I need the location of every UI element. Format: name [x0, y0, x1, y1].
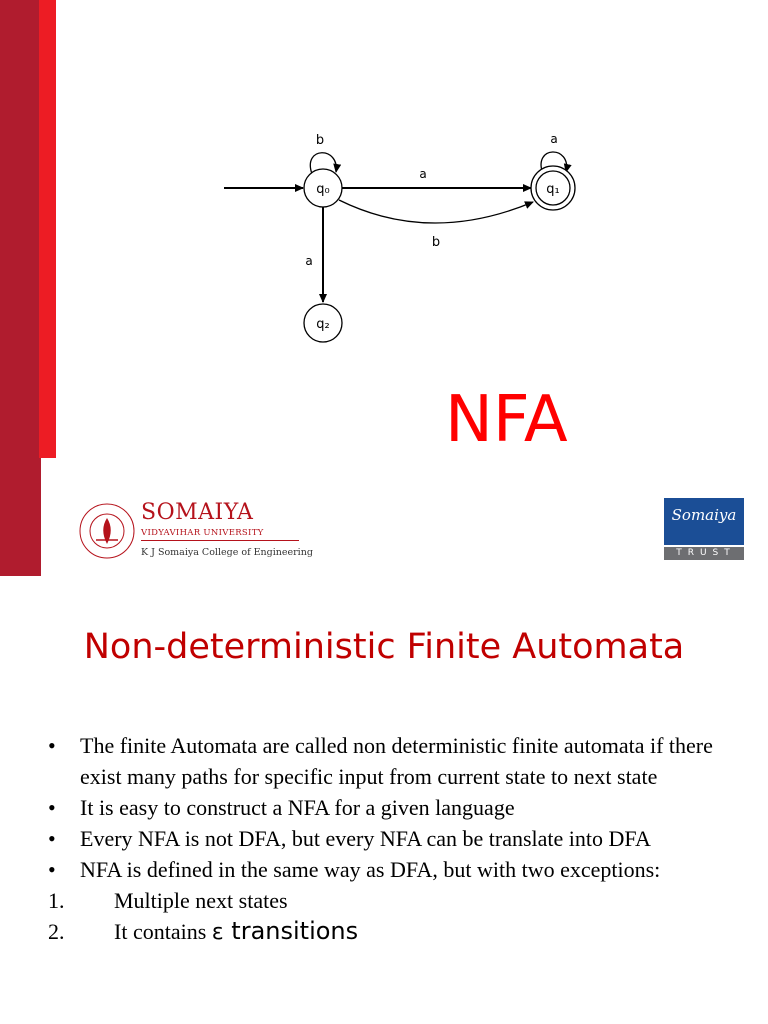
label-q0-q2-a: a — [305, 254, 313, 268]
bullet-item — [48, 730, 748, 792]
numbered-text: Multiple next states — [114, 888, 288, 913]
state-q0-label: q₀ — [316, 182, 330, 197]
bullet-text: The finite Automata are called non deterministic finite automata if there exist many paths for specific input from current state to next state — [80, 733, 713, 789]
label-loop-q1: a — [550, 132, 558, 146]
slide-body — [48, 730, 748, 948]
logo-name: SOMAIYA — [141, 500, 254, 525]
item-number: 2. — [48, 919, 65, 944]
label-q0-q1-b: b — [431, 235, 441, 250]
numbered-text-post: transitions — [223, 917, 359, 945]
numbered-item — [48, 885, 748, 916]
university-seal-icon — [76, 500, 138, 562]
bullet-item — [48, 823, 748, 854]
trust-script: Somaiya — [671, 506, 737, 524]
trust-word: TRUST — [664, 547, 744, 560]
bullet-marker: • — [48, 826, 56, 851]
label-q0-q1-a: a — [419, 167, 427, 181]
state-q1-label: q₁ — [546, 182, 560, 197]
state-q2-label: q₂ — [316, 317, 330, 332]
bullet-text: It is easy to construct a NFA for a given language — [80, 795, 515, 820]
somaiya-university-logo — [68, 496, 340, 566]
edge-q0-q1-b — [339, 200, 533, 223]
bullet-text: NFA is defined in the same way as DFA, but with two exceptions: — [80, 857, 661, 882]
trust-logo-box — [664, 498, 744, 545]
epsilon-symbol: ε — [211, 920, 224, 945]
nfa-state-diagram — [0, 0, 768, 380]
logo-divider — [141, 540, 299, 541]
slide-title: NFA — [445, 383, 568, 457]
bullet-item — [48, 792, 748, 823]
bullet-marker: • — [48, 857, 56, 882]
slide-heading: Non-deterministic Finite Automata — [83, 627, 685, 667]
logo-college: K J Somaiya College of Engineering — [141, 547, 313, 558]
bullet-marker: • — [48, 733, 56, 758]
label-loop-q0: b — [315, 133, 325, 148]
bullet-item — [48, 854, 748, 885]
somaiya-trust-logo — [664, 498, 744, 560]
slide-nfa-definition — [0, 578, 768, 1024]
logo-subtitle: VIDYAVIHAR UNIVERSITY — [141, 528, 264, 538]
bullet-text: Every NFA is not DFA, but every NFA can be translate into DFA — [80, 826, 651, 851]
numbered-item — [48, 916, 748, 948]
numbered-text-pre: It contains — [114, 919, 212, 944]
item-number: 1. — [48, 888, 65, 913]
bullet-marker: • — [48, 795, 56, 820]
